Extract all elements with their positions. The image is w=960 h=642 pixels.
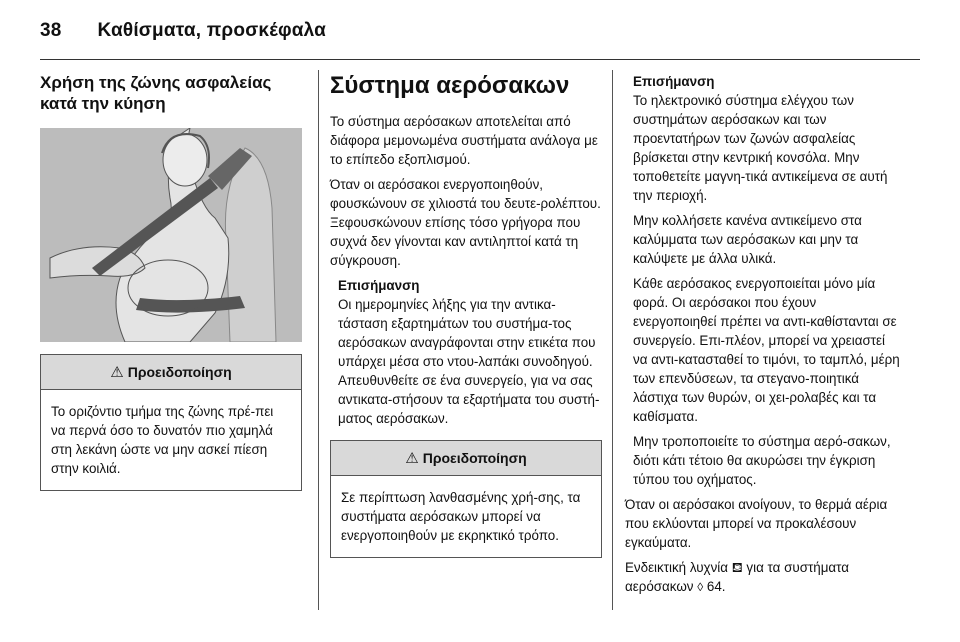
note-text: Οι ημερομηνίες λήξης για την αντικα-τάσταση εξαρτημάτων του συστήμα-τος αερόσακων αναγράφονται στην ετικέτα που υπάρχει μέσα στο ντου-λαπάκι συνοδηγού. Απευθυνθείτε σε ένα συνεργείο, για να σας αντικατα-στήσουν τα εξαρτήματα του συστή-ματος αερόσακων. [338,297,600,426]
control-unit-note [625,72,903,489]
airbag-indicator-icon: ⛾ [731,560,743,575]
indicator-paragraph [625,558,903,597]
airbag-paragraph-2: Όταν οι αερόσακοι ενεργοποιηθούν, φουσκώνουν σε χιλιοστά του δευτε-ρολέπτου. Ξεφουσκώνουν επίσης τόσο γρήγορα που συχνά δεν γίνονται καν αντιληπτοί κατά τη σύγκρουση. [330,177,601,268]
pregnancy-warning-box [40,354,302,491]
header-divider [40,59,920,60]
page-reference-icon: ◊ [697,580,704,594]
warning-triangle-icon: ⚠ [110,364,124,381]
note-paragraph-2: Μην κολλήσετε κανένα αντικείμενο στα καλύμματα των αερόσακων και μην τα καλύψετε με άλλα υλικά. [633,213,862,266]
burns-paragraph: Όταν οι αερόσακοι ανοίγουν, το θερμά αέρια που εκλύονται μπορεί να προκαλέσουν εγκαύματα. [625,497,888,550]
column-divider-1 [318,70,319,610]
page-reference[interactable]: 64. [706,579,726,594]
warning-triangle-icon: ⚠ [405,450,419,467]
pregnancy-heading: Χρήση της ζώνης ασφαλείας κατά την κύηση [40,73,272,113]
warning-text: Σε περίπτωση λανθασμένης χρή-σης, τα συστήματα αερόσακων μπορεί να ενεργοποιηθούν με εκρηκτικό τρόπο. [341,490,581,543]
section-title: Καθίσματα, προσκέφαλα [97,20,327,41]
page-header [40,20,326,42]
airbag-paragraph-1: Το σύστημα αερόσακων αποτελείται από διάφορα μεμονωμένα συστήματα ανάλογα με το επίπεδο εξοπλισμού. [330,114,598,167]
note-paragraph-4: Μην τροποποιείτε το σύστημα αερό-σακων, διότι κάτι τέτοιο θα ακυρώσει την έγκριση τύπου του οχήματος. [633,434,891,487]
note-paragraph-1: Το ηλεκτρονικό σύστημα ελέγχου των συστημάτων αερόσακων και των προεντατήρων των ζωνών ασφαλείας βρίσκεται στην κεντρική κονσόλα. Μην τοποθετείτε μαγνη-τικά αντικείμενα σε αυτή την περιοχή. [633,93,888,203]
airbag-note [330,276,602,428]
left-column [40,72,302,501]
note-paragraph-3: Κάθε αερόσακος ενεργοποιείται μόνο μία φορά. Οι αερόσακοι που έχουν ενεργοποιηθεί πρέπει να αντι-καθίστανται σε συνεργείο. Επι-πλέον, μπορεί να χρειαστεί να αντι-κατασταθεί το τιμόνι, το ταμπλό, μέρη των επενδύσεων, τα στεγανο-ποιητικά λάστιχα των θυρών, οι χει-ρολαβές και τα καθίσματα. [633,276,900,424]
warning-title: Προειδοποίηση [127,364,232,380]
airbag-warning-box [330,440,602,558]
note-label: Επισήμανση [633,74,715,89]
page-number: 38 [40,20,62,41]
warning-header [331,441,601,476]
warning-text: Το οριζόντιο τμήμα της ζώνης πρέ-πει να περνά όσο το δυνατόν πιο χαμηλά στη λεκάνη ώστε να μην ασκεί πίεση στην κοιλιά. [51,404,274,476]
note-label: Επισήμανση [338,278,420,293]
right-column [625,72,903,603]
indicator-text: Ενδεικτική λυχνία [625,560,728,575]
airbag-heading: Σύστημα αερόσακων [330,72,570,99]
indicator-text-2: για τα συστήματα αερόσακων [625,560,850,594]
pregnant-seatbelt-illustration [40,128,302,342]
warning-header [41,355,301,390]
warning-title: Προειδοποίηση [422,450,527,466]
column-divider-2 [612,70,613,610]
middle-column [330,72,602,568]
